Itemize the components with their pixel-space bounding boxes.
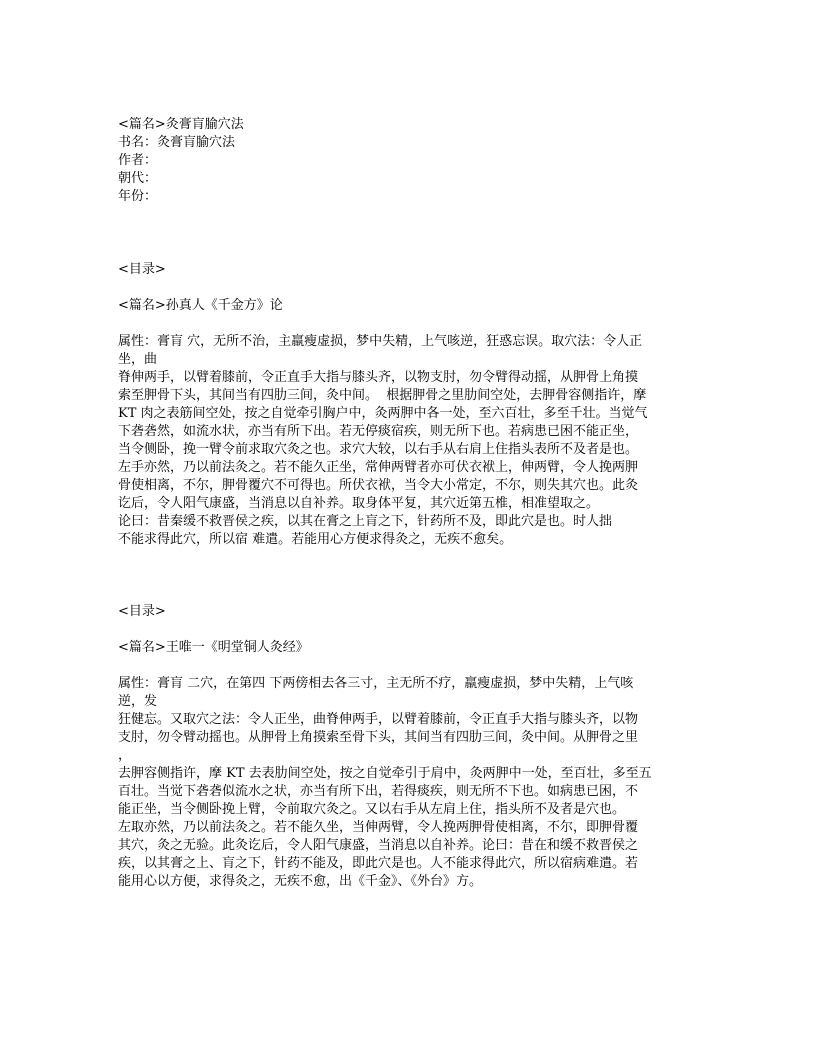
section-chapter-heading: <篇名>王唯一《明堂铜人灸经》 <box>118 640 309 655</box>
toc-heading: <目录> <box>118 262 166 277</box>
body-line: 论曰：昔秦缓不救晋侯之疾，以其在膏之上肓之下，针药所不及，即此穴是也。时人拙 <box>118 514 613 529</box>
body-line: 属性：膏肓 穴，无所不治，主羸瘦虚损，梦中失精，上气咳逆，狂惑忘误。取穴法：令人正 <box>118 334 643 349</box>
body-line: 百壮。当觉下砻砻似流水之状，亦当有所下出，若得痰疾，则无所不下也。如病患已困，不 <box>118 784 639 799</box>
body-line: 能正坐，当令侧卧挽上臂，令前取穴灸之。又以右手从左肩上住，指头所不及者是穴也。 <box>118 802 626 817</box>
year-field: 年份： <box>118 189 158 204</box>
spacer <box>118 549 690 603</box>
spacer <box>118 279 690 297</box>
section1-body <box>118 333 690 549</box>
author-field: 作者： <box>118 153 158 168</box>
body-line: KT 肉之表筋间空处，按之自觉牵引胸户中，灸两胛中各一处，至六百壮，多至千壮。当觉气 <box>118 406 648 421</box>
body-line: 坐，曲 <box>118 352 158 367</box>
body-line: 属性：膏肓 二穴，在第四 下两傍相去各三寸，主无所不疗，羸瘦虚损，梦中失精，上气咳 <box>118 676 634 691</box>
body-line: 当令侧卧，挽一臂令前求取穴灸之也。求穴大较，以右手从右肩上住指头表所不及者是也。 <box>118 442 639 457</box>
body-line: 骨使相离，不尔，胛骨覆穴不可得也。所伏衣袱，当令大小常定，不尔，则失其穴也。此灸 <box>118 478 639 493</box>
body-line: 能用心以方便，求得灸之，无疾不愈，出《千金》、《外台》方。 <box>118 874 483 889</box>
body-line: 索至胛骨下头，其间当有四肋三间，灸中间。 根据胛骨之里肋间空处，去胛骨容侧指许，摩 <box>118 388 647 403</box>
dynasty-field: 朝代： <box>118 171 158 186</box>
toc-heading: <目录> <box>118 604 166 619</box>
body-line: 左取亦然，乃以前法灸之。若不能久坐，当伸两臂，令人挽两胛骨使相离，不尔，即胛骨覆 <box>118 820 639 835</box>
body-line: 讫后，令人阳气康盛，当消息以自补养。取身体平复，其穴近第五椎，相准望取之。 <box>118 496 600 511</box>
chapter-heading: <篇名>灸膏肓腧穴法 <box>118 117 244 132</box>
spacer <box>118 206 690 261</box>
spacer <box>118 315 690 333</box>
spacer <box>118 621 690 639</box>
body-line: 狂健忘。又取穴之法：令人正坐，曲脊伸两手，以臂着膝前，令正直手大指与膝头齐，以物 <box>118 712 639 727</box>
document-page <box>118 116 690 891</box>
body-line: 左手亦然，乃以前法灸之。若不能久正坐，常伸两臂者亦可伏衣袱上，伸两臂，令人挽两胛 <box>118 460 639 475</box>
body-line: 支肘，勿令臂动摇也。从胛骨上角摸索至骨下头，其间当有四肋三间，灸中间。从胛骨之里 <box>118 730 639 745</box>
section2-body <box>118 675 690 891</box>
body-line: 脊伸两手，以臂着膝前，令正直手大指与膝头齐，以物支肘，勿令臂得动摇，从胛骨上角摸 <box>118 370 639 385</box>
spacer <box>118 657 690 675</box>
body-line: 疾，以其膏之上、肓之下，针药不能及，即此穴是也。人不能求得此穴，所以宿病难遣。若 <box>118 856 639 871</box>
body-line: 不能求得此穴，所以宿 难遣。若能用心方便求得灸之，无疾不愈矣。 <box>118 532 513 547</box>
body-line: 逆，发 <box>118 694 158 709</box>
section-chapter-heading: <篇名>孙真人《千金方》论 <box>118 298 283 313</box>
body-line: 其穴，灸之无验。此灸讫后，令人阳气康盛，当消息以自补养。论曰：昔在和缓不救晋侯之 <box>118 838 639 853</box>
body-line: 去胛容侧指许，摩 KT 去表肋间空处，按之自觉牵引于肩中，灸两胛中一处，至百壮，多至五 <box>118 766 652 781</box>
book-title: 书名：灸膏肓腧穴法 <box>118 135 236 150</box>
body-line: ， <box>118 748 132 763</box>
body-line: 下砻砻然，如流水状，亦当有所下出。若无停痰宿疾，则无所下也。若病患已困不能正坐， <box>118 424 639 439</box>
